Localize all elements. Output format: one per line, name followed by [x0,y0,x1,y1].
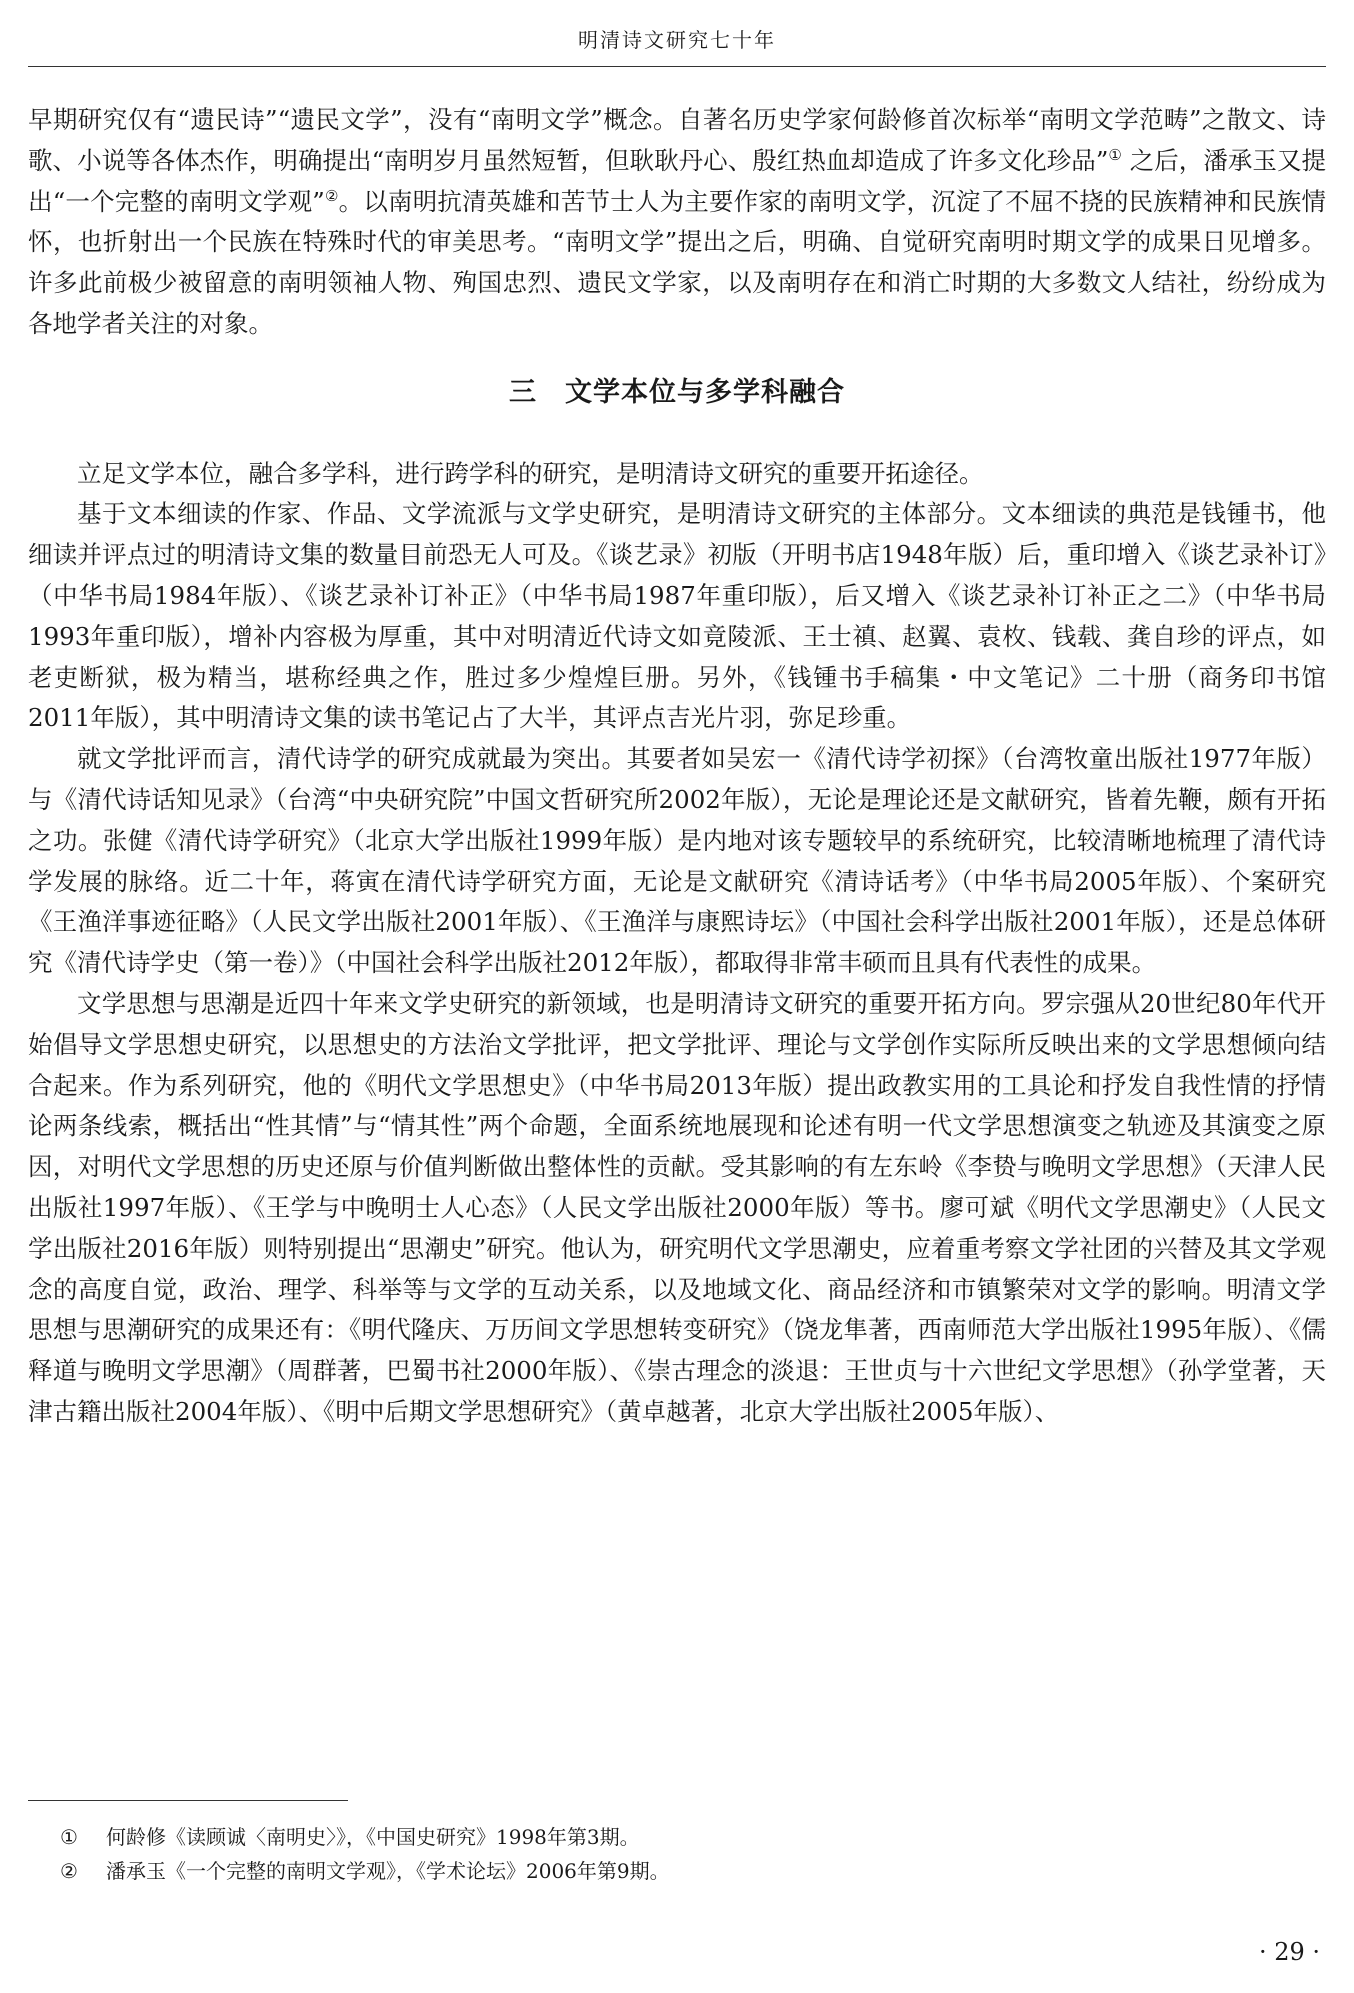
paragraph: 文学思想与思潮是近四十年来文学史研究的新领域，也是明清诗文研究的重要开拓方向。罗宗强从20世纪80年代开始倡导文学思想史研究，以思想史的方法治文学批评，把文学批评、理论与文学创作实际所反映出来的文学思想倾向结合起来。作为系列研究，他的《明代文学思想史》（中华书局2013年版）提出政教实用的工具论和抒发自我性情的抒情论两条线索，概括出“性其情”与“情其性”两个命题，全面系统地展现和论述有明一代文学思想演变之轨迹及其演变之原因，对明代文学思想的历史还原与价值判断做出整体性的贡献。受其影响的有左东岭《李贽与晚明文学思想》（天津人民出版社1997年版）、《王学与中晚明士人心态》（人民文学出版社2000年版）等书。廖可斌《明代文学思潮史》（人民文学出版社2016年版）则特别提出“思潮史”研究。他认为，研究明代文学思潮史，应着重考察文学社团的兴替及其文学观念的高度自觉，政治、理学、科举等与文学的互动关系，以及地域文化、商品经济和市镇繁荣对文学的影响。明清文学思想与思潮研究的成果还有：《明代隆庆、万历间文学思想转变研究》（饶龙隼著，西南师范大学出版社1995年版）、《儒释道与晚明文学思潮》（周群著，巴蜀书社2000年版）、《崇古理念的淡退：王世贞与十六世纪文学思想》（孙学堂著，天津古籍出版社2004年版）、《明中后期文学思想研究》（黄卓越著，北京大学出版社2005年版）、 [28,988,1326,1426]
running-header: 明清诗文研究七十年 [578,28,776,52]
page-number: · 29 · [1258,1938,1320,1966]
footnotes [60,1820,1320,1888]
footnote-1 [60,1820,1320,1854]
section-heading: 三 文学本位与多学科融合 [509,376,845,408]
footnote-ref-2[interactable]: ② [324,186,339,205]
footnote-ref-1[interactable]: ① [1108,145,1122,164]
paragraph: 就文学批评而言，清代诗学的研究成就最为突出。其要者如吴宏一《清代诗学初探》（台湾牧童出版社1977年版）与《清代诗话知见录》（台湾“中央研究院”中国文哲研究所2002年版），无论是理论还是文献研究，皆着先鞭，颇有开拓之功。张健《清代诗学研究》（北京大学出版社1999年版）是内地对该专题较早的系统研究，比较清晰地梳理了清代诗学发展的脉络。近二十年，蒋寅在清代诗学研究方面，无论是文献研究《清诗话考》（中华书局2005年版）、个案研究《王渔洋事迹征略》（人民文学出版社2001年版）、《王渔洋与康熙诗坛》（中国社会科学出版社2001年版），还是总体研究《清代诗学史（第一卷）》（中国社会科学出版社2012年版），都取得非常丰硕而且具有代表性的成果。 [28,744,1326,978]
footnote-mark: ② [60,1859,78,1883]
footnote-mark: ① [60,1825,78,1849]
footnote-text: 潘承玉《一个完整的南明文学观》，《学术论坛》2006年第9期。 [106,1859,670,1883]
paragraph-text: 早期研究仅有“遗民诗”“遗民文学”，没有“南明文学”概念。自著名历史学家何龄修首次标举“南明文学范畴”之散文、诗歌、小说等各体杰作，明确提出“南明岁月虽然短暂，但耿耿丹心、殷红热血却造成了许多文化珍品” [28,105,1326,175]
footnote-rule [28,1800,348,1801]
footnote-2 [60,1854,1320,1888]
footnote-text: 何龄修《读顾诚〈南明史〉》，《中国史研究》1998年第3期。 [106,1825,640,1849]
header-rule [28,66,1326,67]
paragraph-southern-ming [28,100,1326,345]
paragraph: 基于文本细读的作家、作品、文学流派与文学史研究，是明清诗文研究的主体部分。文本细读的典范是钱锺书，他细读并评点过的明清诗文集的数量目前恐无人可及。《谈艺录》初版（开明书店1948年版）后，重印增入《谈艺录补订》（中华书局1984年版）、《谈艺录补订补正》（中华书局1987年重印版），后又增入《谈艺录补订补正之二》（中华书局1993年重印版），增补内容极为厚重，其中对明清近代诗文如竟陵派、王士禛、赵翼、袁枚、钱载、龚自珍的评点，如老吏断狱，极为精当，堪称经典之作，胜过多少煌煌巨册。另外，《钱锺书手稿集・中文笔记》二十册（商务印书馆2011年版），其中明清诗文集的读书笔记占了大半，其评点吉光片羽，弥足珍重。 [28,499,1326,733]
main-text [28,100,1326,1433]
paragraph-text: 。以南明抗清英雄和苦节士人为主要作家的南明文学，沉淀了不屈不挠的民族精神和民族情怀，也折射出一个民族在特殊时代的审美思考。“南明文学”提出之后，明确、自觉研究南明时期文学的成果日见增多。许多此前极少被留意的南明领袖人物、殉国忠烈、遗民文学家，以及南明存在和消亡时期的大多数文人结社，纷纷成为各地学者关注的对象。 [28,186,1326,338]
paragraph-text: 之后，潘承玉又提出“一个完整的南明文学观” [28,145,1326,216]
paragraph: 立足文学本位，融合多学科，进行跨学科的研究，是明清诗文研究的重要开拓途径。 [77,458,984,488]
